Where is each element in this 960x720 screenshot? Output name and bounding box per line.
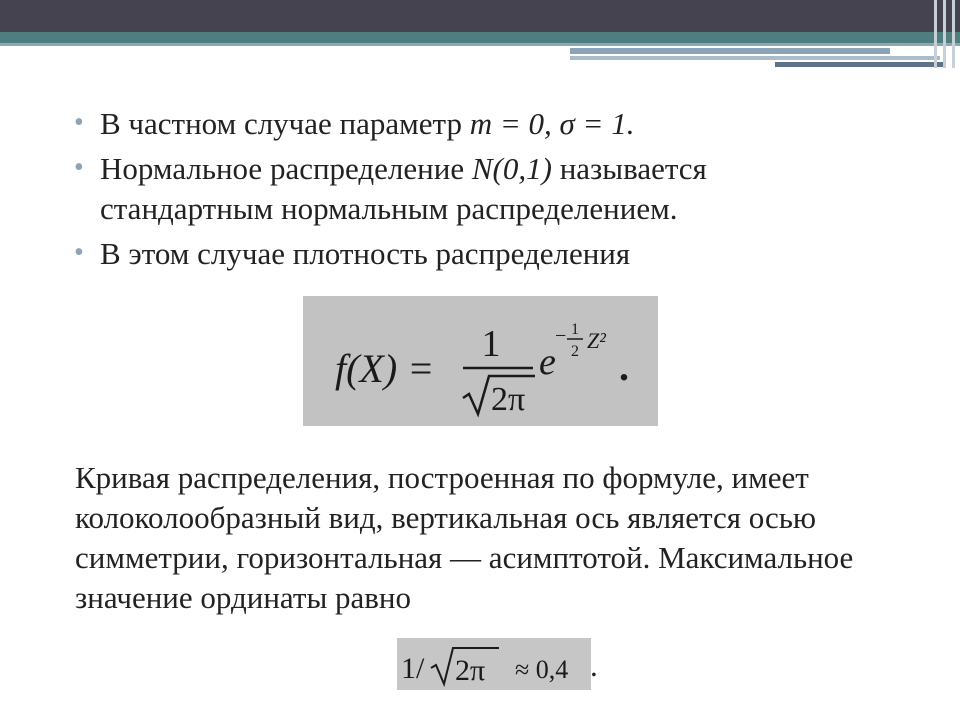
max-ordinate-formula bbox=[397, 638, 591, 690]
exp-variable: Z² bbox=[587, 328, 606, 353]
bullet-item bbox=[72, 234, 872, 274]
bullet-item bbox=[72, 149, 872, 229]
header-vertical-bar bbox=[952, 0, 955, 68]
small-formula-radicand: 2π bbox=[455, 654, 486, 687]
description-paragraph: Кривая распределения, построенная по формуле, имеет колоколообразный вид, вертикальная ось является осью симметрии, горизонтальная — асимптотой. Максимальное значение ординаты равно bbox=[75, 460, 854, 615]
bullet-list bbox=[72, 104, 872, 279]
exp-numerator: 1 bbox=[571, 321, 579, 338]
bullet-dot-icon: • bbox=[74, 107, 84, 138]
bullet-text: В частном случае параметр bbox=[100, 106, 470, 141]
small-formula-prefix: 1/ bbox=[401, 652, 425, 685]
exp-sign: − bbox=[555, 325, 567, 347]
bullet-text: Нормальное распределение bbox=[100, 151, 472, 186]
header-stripe bbox=[570, 56, 940, 60]
header-stripe bbox=[570, 48, 890, 54]
header-vertical-bar bbox=[943, 0, 946, 68]
exp-denominator: 2 bbox=[571, 343, 579, 360]
formula-denominator: 2π bbox=[491, 381, 526, 418]
formula-end: . bbox=[619, 344, 629, 389]
header-band-teal bbox=[0, 32, 960, 43]
header-stripe bbox=[775, 62, 945, 67]
header-vertical-bar bbox=[934, 0, 937, 68]
bullet-math: N(0,1) bbox=[471, 151, 552, 186]
bullet-text: В этом случае плотность распределения bbox=[100, 236, 631, 271]
header-line bbox=[0, 43, 960, 46]
bullet-math: m = 0, σ = 1. bbox=[469, 106, 635, 141]
bullet-text-after: называется стандартным нормальным распределением. bbox=[100, 151, 707, 226]
formula-numerator: 1 bbox=[481, 323, 501, 365]
formula-lhs: f(X) = bbox=[335, 346, 435, 391]
bullet-item bbox=[72, 104, 872, 144]
bullet-dot-icon: • bbox=[74, 237, 84, 268]
density-formula bbox=[303, 296, 658, 426]
formula-base: e bbox=[539, 341, 556, 383]
bullet-dot-icon: • bbox=[74, 152, 84, 183]
small-formula-end: . bbox=[590, 648, 598, 683]
small-formula-approx: ≈ 0,4 bbox=[515, 655, 569, 684]
header-band-dark bbox=[0, 0, 960, 32]
